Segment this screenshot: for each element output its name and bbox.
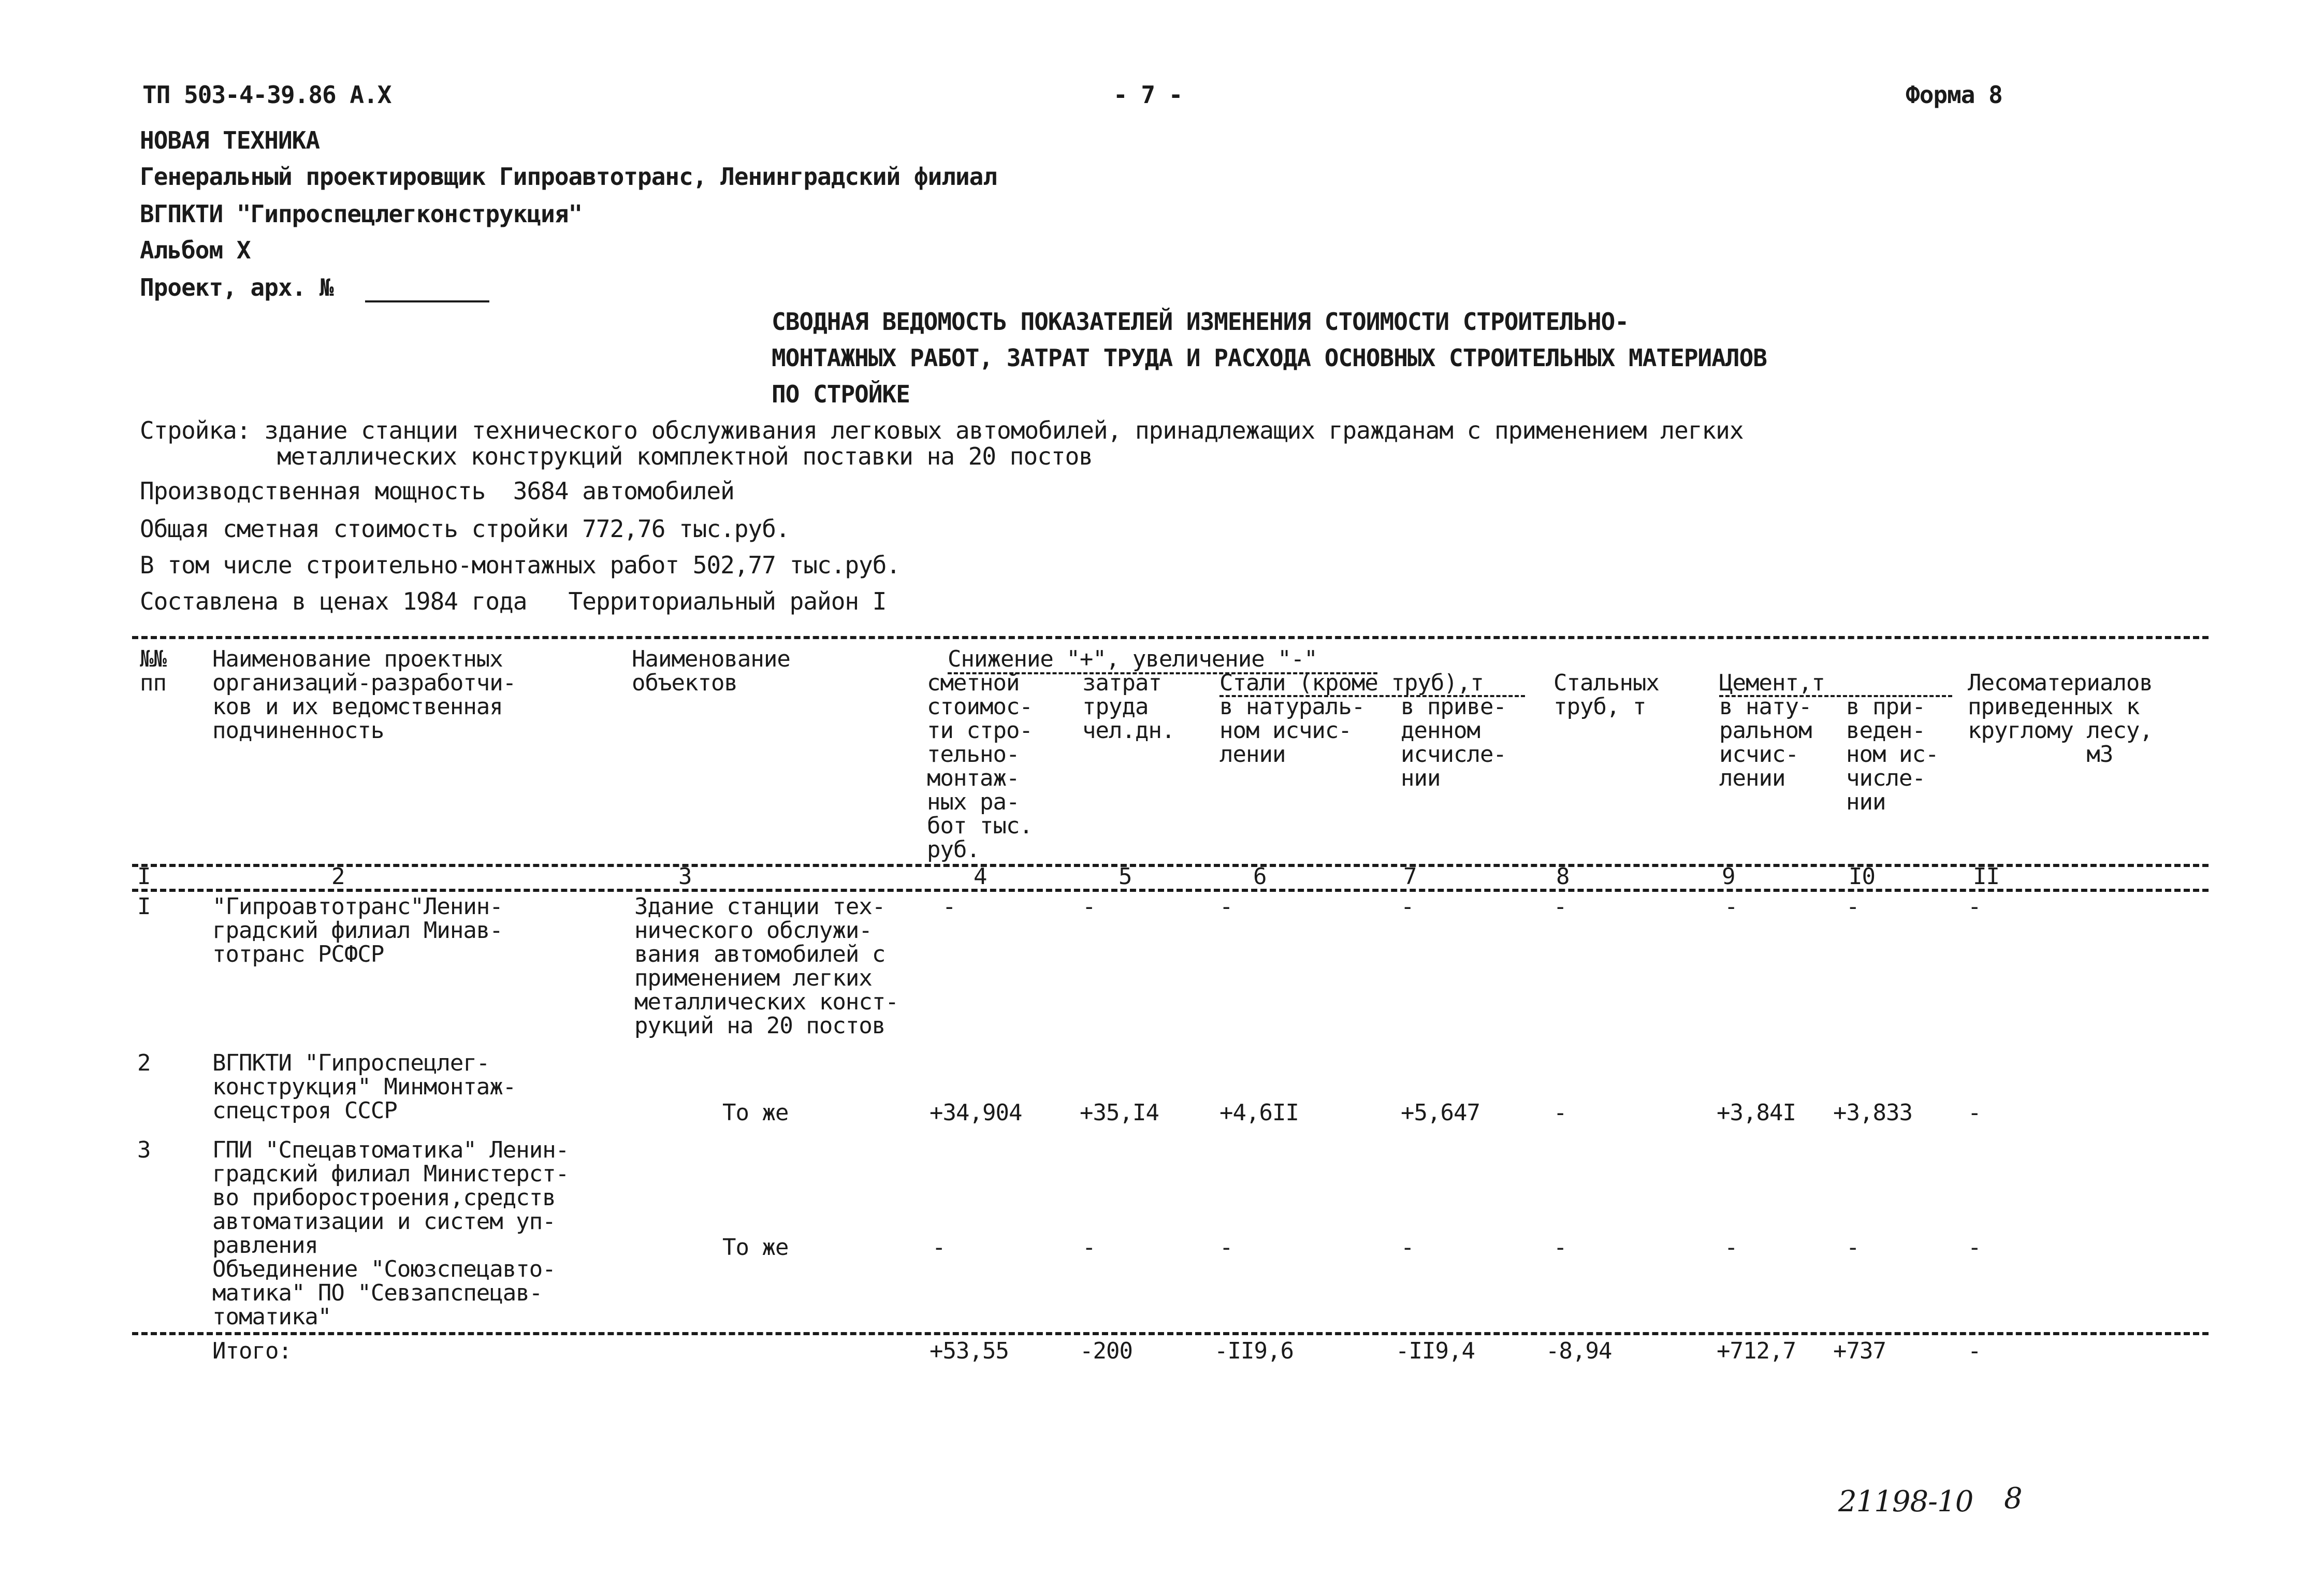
total-val-6: -II9,6 — [1214, 1338, 1294, 1364]
row-3-organization: ГПИ "Спецавтоматика" Ленин- градский филиал Министерст- во приборостроения,средств автоматизации и систем уп- равления Объединение "Союзспецавто- матика" ПО "Севзапспецав- томатика" — [212, 1137, 569, 1330]
row-1-val-7: - — [1401, 893, 1414, 920]
row-3-val-10: - — [1846, 1234, 1860, 1261]
row-1-number: I — [137, 893, 151, 920]
production-capacity: Производственная мощность 3684 автомобилей — [140, 477, 734, 505]
intro-new-tech: НОВАЯ ТЕХНИКА — [140, 126, 320, 154]
construction-site-line-2: металлических конструкций комплектной поставки на 20 постов — [277, 442, 1093, 470]
row-1-organization: "Гипроавтотранс"Ленин- градский филиал Минав- тотранс РСФСР — [212, 893, 503, 967]
header-row-number: №№ пп — [140, 646, 166, 696]
row-1-object: Здание станции тех- нического обслужи- вания автомобилей с применением легких металлических конст- рукций на 20 постов — [634, 893, 898, 1039]
col-number-3: 3 — [678, 863, 692, 890]
row-2-val-7: +5,647 — [1401, 1100, 1480, 1126]
title-line-1: СВОДНАЯ ВЕДОМОСТЬ ПОКАЗАТЕЛЕЙ ИЗМЕНЕНИЯ СТОИМОСТИ СТРОИТЕЛЬНО- — [772, 308, 1629, 336]
header-steel-natural: в натураль- ном исчис- лении — [1219, 693, 1365, 768]
title-line-2: МОНТАЖНЫХ РАБОТ, ЗАТРАТ ТРУДА И РАСХОДА ОСНОВНЫХ СТРОИТЕЛЬНЫХ МАТЕРИАЛОВ — [772, 344, 1767, 372]
col-number-1: I — [137, 863, 151, 890]
doc-code: ТП 503-4-39.86 А.Х — [142, 81, 391, 109]
header-steel-pipes: Стальных труб, т — [1553, 670, 1659, 720]
header-cement-group: Цемент,т — [1719, 670, 1825, 696]
col-number-11: II — [1973, 863, 1999, 890]
header-estimated-cost: сметной стоимос- ти стро- тельно- монтаж- ных ра- бот тыс. руб. — [927, 670, 1033, 863]
row-3-val-4: - — [932, 1234, 946, 1261]
total-top-rule — [132, 1332, 2209, 1335]
row-2-val-9: +3,84I — [1717, 1100, 1796, 1126]
row-1-val-11: - — [1968, 893, 1981, 920]
construction-works-cost: В том числе строительно-монтажных работ 502,77 тыс.руб. — [140, 551, 900, 579]
row-3-val-8: - — [1553, 1234, 1567, 1261]
col-number-10: I0 — [1849, 863, 1875, 890]
row-2-object: То же — [722, 1100, 789, 1126]
form-label: Форма 8 — [1906, 81, 2002, 109]
row-2-val-4: +34,904 — [929, 1100, 1022, 1126]
intro-album: Альбом X — [140, 236, 251, 264]
total-estimated-cost: Общая сметная стоимость стройки 772,76 тыс.руб. — [140, 515, 790, 543]
archive-number: 21198-10 — [1838, 1485, 1973, 1519]
row-2-val-8: - — [1553, 1100, 1567, 1126]
row-3-number: 3 — [137, 1137, 151, 1163]
row-1-val-4: - — [942, 893, 956, 920]
total-val-5: -200 — [1080, 1338, 1132, 1364]
intro-institute: ВГПКТИ "Гипроспецлегконструкция" — [140, 200, 583, 228]
row-3-val-9: - — [1724, 1234, 1738, 1261]
row-3-val-11: - — [1968, 1234, 1981, 1261]
price-base-and-region: Составлена в ценах 1984 года Территориальный район I — [140, 587, 887, 615]
row-2-organization: ВГПКТИ "Гипроспецлег- конструкция" Минмонтаж- спецстроя СССР — [212, 1050, 516, 1124]
header-labor: затрат труда чел.дн. — [1082, 670, 1175, 744]
col-number-4: 4 — [974, 863, 987, 890]
row-1-val-6: - — [1219, 893, 1233, 920]
row-3-val-7: - — [1401, 1234, 1414, 1261]
page-number: - 7 - — [1113, 81, 1183, 109]
total-label: Итого: — [212, 1338, 292, 1364]
row-2-val-10: +3,833 — [1833, 1100, 1912, 1126]
row-1-val-9: - — [1724, 893, 1738, 920]
sheet-number: 8 — [2004, 1482, 2022, 1515]
header-organization: Наименование проектных организаций-разработчи- ков и их ведомственная подчиненность — [212, 646, 516, 744]
total-val-7: -II9,4 — [1396, 1338, 1475, 1364]
row-3-val-6: - — [1219, 1234, 1233, 1261]
row-2-val-5: +35,I4 — [1080, 1100, 1159, 1126]
row-1-val-10: - — [1846, 893, 1860, 920]
header-steel-reduced: в приве- денном исчисле- нии — [1401, 693, 1506, 791]
col-number-8: 8 — [1556, 863, 1570, 890]
col-number-7: 7 — [1403, 863, 1417, 890]
project-number-blank — [365, 300, 489, 302]
header-change-group: Снижение "+", увеличение "-" — [948, 646, 1317, 672]
row-2-val-6: +4,6II — [1219, 1100, 1299, 1126]
construction-site-line-1: Стройка: здание станции технического обслуживания легковых автомобилей, принадлежащих гражданам с применением легких — [140, 416, 1744, 444]
table-top-rule — [132, 636, 2209, 639]
total-val-8: -8,94 — [1546, 1338, 1612, 1364]
title-line-3: ПО СТРОЙКЕ — [772, 380, 910, 408]
row-2-val-11: - — [1968, 1100, 1981, 1126]
header-objects: Наименование объектов — [632, 646, 790, 696]
total-val-9: +712,7 — [1717, 1338, 1796, 1364]
col-number-6: 6 — [1253, 863, 1267, 890]
col-numbers-bottom-rule — [132, 889, 2209, 892]
col-number-9: 9 — [1722, 863, 1735, 890]
header-cement-natural: в нату- ральном исчис- лении — [1719, 693, 1812, 791]
header-timber: Лесоматериалов приведенных к круглому лесу, м3 — [1968, 670, 2153, 768]
row-1-val-5: - — [1082, 893, 1096, 920]
row-2-number: 2 — [137, 1050, 151, 1076]
row-3-val-5: - — [1082, 1234, 1096, 1261]
intro-general-designer: Генеральный проектировщик Гипроавтотранс, Ленинградский филиал — [140, 163, 997, 191]
total-val-11: - — [1968, 1338, 1981, 1364]
header-cement-reduced: в при- веден- ном ис- числе- нии — [1846, 693, 1939, 815]
row-3-object: То же — [722, 1234, 789, 1261]
col-number-5: 5 — [1119, 863, 1132, 890]
total-val-10: +737 — [1833, 1338, 1886, 1364]
intro-project-arch: Проект, арх. № — [140, 273, 333, 301]
col-number-2: 2 — [331, 863, 345, 890]
row-1-val-8: - — [1553, 893, 1567, 920]
header-bottom-rule — [132, 864, 2209, 867]
total-val-4: +53,55 — [929, 1338, 1009, 1364]
header-steel-group: Стали (кроме труб),т — [1219, 670, 1484, 696]
